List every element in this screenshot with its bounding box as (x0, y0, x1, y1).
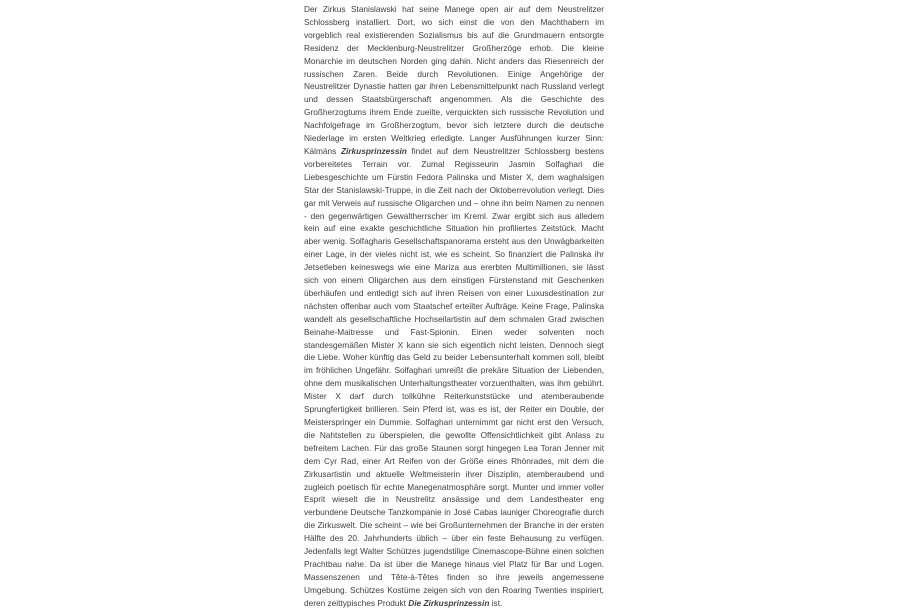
text-line (304, 481, 604, 494)
text-segment: Beinahe-Maitresse und Fast-Spionin. Einen weder solventen noch (304, 326, 604, 337)
text-line (304, 429, 604, 442)
text-line (304, 210, 604, 223)
text-segment: befreitem Lachen. Für das große Staunen sorgt hingegen Lea Toran Jenner mit (304, 442, 604, 453)
text-line (304, 184, 604, 197)
text-segment: Kálmáns (304, 145, 341, 156)
text-line (304, 145, 604, 158)
text-segment: findet auf dem Neustrelitzer Schlossberg bestens (406, 145, 604, 156)
text-line (304, 3, 604, 16)
text-line (304, 80, 604, 93)
text-line (304, 248, 604, 261)
text-segment: ohne dem musikalischen Unterhaltungstheater vorzuenthalten, was ihm gebührt. (304, 378, 604, 389)
text-line (304, 119, 604, 132)
article-text-block (304, 3, 604, 610)
text-segment: Jedenfalls legt Walter Schützes jugendstilige Cinemascope-Bühne einen solchen (304, 546, 604, 557)
text-line (304, 416, 604, 429)
text-segment: aber wenig. Solfagharis Gesellschaftspanorama ersteht aus den Unwägbarkeiten (304, 236, 604, 247)
text-segment: Monarchie im deutschen Norden ging dahin. Nicht anders das Riesenreich der (304, 55, 604, 66)
text-line (304, 558, 604, 571)
text-line (304, 313, 604, 326)
text-line (304, 171, 604, 184)
text-segment: überhäufen und entledigt sich auf ihren Reisen von einer Luxusdestination zur (304, 287, 604, 298)
text-segment: die Zirkuswelt. Die scheint – wie bei Großunternehmen der Branche in der ersten (304, 520, 604, 531)
text-segment: Liebesgeschichte um Fürstin Fedora Palinska und Mister X, dem waghalsigen (304, 171, 604, 182)
text-segment: die Nahtstellen zu überspielen, die gewollte Offensichtlichkeit gibt Anlass zu (304, 429, 604, 440)
text-segment: vorgeblich real existierenden Sozialismus bis auf die Grundmauern entsorgte (304, 29, 604, 40)
text-segment: ist. (489, 597, 503, 608)
text-line (304, 351, 604, 364)
title-emphasis: Zirkusprinzessin (340, 145, 407, 156)
text-line (304, 506, 604, 519)
text-line (304, 584, 604, 597)
text-segment: dem Cyr Rad, einer Art Reifen von der Größe eines Rhönrades, mit dem die (304, 455, 604, 466)
text-segment: Hälfte des 20. Jahrhunderts üblich – über ein feste Behausung zu verfügen. (304, 533, 604, 544)
text-segment: einer Lage, in der vieles nicht ist, wie es scheint. So finanziert die Palinska ihr (304, 249, 604, 260)
text-segment: sich von einem Oligarchen aus dem einstigen Fürstenstand mit Geschenken (304, 275, 604, 286)
text-line (304, 197, 604, 210)
text-line (304, 377, 604, 390)
text-segment: nächsten offenbar auch vom Staatschef erteilter Aufträge. Keine Frage, Palinska (304, 300, 604, 311)
text-segment: im fröhlichen Ungefähr. Solfaghari umreißt die prekäre Situation der Liebenden, (304, 365, 604, 376)
text-segment: standesgemäßen Mister X kann sie sich eigentlich nicht leisten. Dennoch siegt (304, 339, 604, 350)
text-line (304, 106, 604, 119)
text-line (304, 442, 604, 455)
text-line (304, 519, 604, 532)
text-segment: verbundene Deutsche Tanzkompanie in José Cabas launiger Choreografie durch (304, 507, 604, 518)
text-segment: kein auf eine exakte geschichtliche Situation hin profiliertes Zeitstück. Macht (304, 223, 604, 234)
text-segment: Niederlage im ersten Weltkrieg erledigte. Langer Ausführungen kurzer Sinn: (304, 133, 604, 144)
text-line (304, 29, 604, 42)
text-segment: Esprit wieselt die in Neustrelitz ansässige und dem Landestheater eng (304, 494, 604, 505)
text-line (304, 532, 604, 545)
text-segment: wandelt als gesellschaftliche Hochseilartistin auf dem schmalen Grad zwischen (304, 313, 604, 324)
text-line (304, 222, 604, 235)
text-line (304, 300, 604, 313)
text-segment: Meisterspringer ein Dummie. Solfaghari unternimmt gar nicht erst den Versuch, (304, 417, 604, 427)
text-segment: zugleich poetisch für echte Manegenatmosphäre sorgt. Munter und immer voller (304, 481, 604, 492)
text-line (304, 132, 604, 145)
text-segment: Umgebung. Schützes Kostüme zeigen sich von den Roaring Twenties inspiriert, (304, 584, 604, 595)
text-line (304, 339, 604, 352)
text-line (304, 16, 604, 29)
text-line (304, 468, 604, 481)
text-line (304, 493, 604, 506)
text-line (304, 390, 604, 403)
text-line (304, 364, 604, 377)
text-segment: Jetsetleben keineswegs wie eine Mariza aus ererbten Multimillionen, sie lässt (304, 262, 604, 273)
text-segment: Sprungfertigkeit brillieren. Sein Pferd ist, was es ist, der Reiter ein Double, der (304, 404, 604, 415)
text-segment: gar mit Verweis auf russische Oligarchen und – ohne ihn beim Namen zu nennen (304, 197, 604, 208)
text-line (304, 597, 604, 610)
text-segment: deren zeittypisches Produkt (304, 597, 409, 608)
text-line (304, 55, 604, 68)
text-segment: Schlossberg installiert. Dort, wo sich einst die von den Machthabern im (304, 16, 604, 27)
text-line (304, 158, 604, 171)
text-segment: vorbereitetes Terrain vor. Zumal Regisseurin Jasmin Solfaghari die (304, 158, 604, 169)
text-segment: Nachfolgefrage im Großherzogtum, bevor sich letztere durch die deutsche (304, 120, 604, 131)
text-segment: Mister X darf durch tollkühne Reiterkunststücke und atemberaubende (304, 391, 604, 402)
text-segment: und dessen Staatsbürgerschaft angenommen. Als die Geschichte des (304, 94, 604, 105)
text-segment: Großherzogtums ihrem Ende zueilte, verquickten sich russische Revolution und (304, 107, 604, 118)
text-line (304, 287, 604, 300)
text-line (304, 326, 604, 339)
text-segment: Residenz der Mecklenburg-Neustrelitzer Großherzöge erhob. Die kleine (304, 42, 604, 53)
text-line (304, 571, 604, 584)
text-line (304, 261, 604, 274)
title-emphasis: Die Zirkusprinzessin (408, 597, 490, 608)
text-segment: Zirkusartistin und aktuelle Weltmeisterin ihrer Disziplin, atemberaubend und (304, 468, 604, 479)
text-line (304, 93, 604, 106)
text-segment: die Liebe. Woher künftig das Geld zu beider Lebensunterhalt kommen soll, bleibt (304, 352, 604, 363)
text-segment: russischen Zaren. Beide durch Revolutionen. Einige Angehörige der (304, 68, 604, 79)
text-segment: Neustrelitzer Dynastie hatten gar ihren Lebensmittelpunkt nach Russland verlegt (304, 81, 604, 92)
text-line (304, 235, 604, 248)
text-segment: Massenszenen und Tête-à-Têtes finden so ihre jeweils angemessene (304, 571, 604, 582)
text-line (304, 455, 604, 468)
text-segment: Prachtbau nahe. Da ist über die Manege hinaus viel Platz für Bar und Logen. (304, 558, 604, 569)
text-line (304, 68, 604, 81)
text-segment: - den gegenwärtigen Gewaltherrscher im Kreml. Zwar ergibt sich aus alledem (304, 210, 604, 221)
text-line (304, 42, 604, 55)
text-line (304, 403, 604, 416)
text-line (304, 274, 604, 287)
text-segment: Der Zirkus Stanislawski hat seine Manege open air auf dem Neustrelitzer (304, 4, 604, 14)
text-line (304, 545, 604, 558)
text-segment: Star der Stanislawski-Truppe, in die Zeit nach der Oktoberrevolution verlegt. Dies (304, 184, 604, 195)
